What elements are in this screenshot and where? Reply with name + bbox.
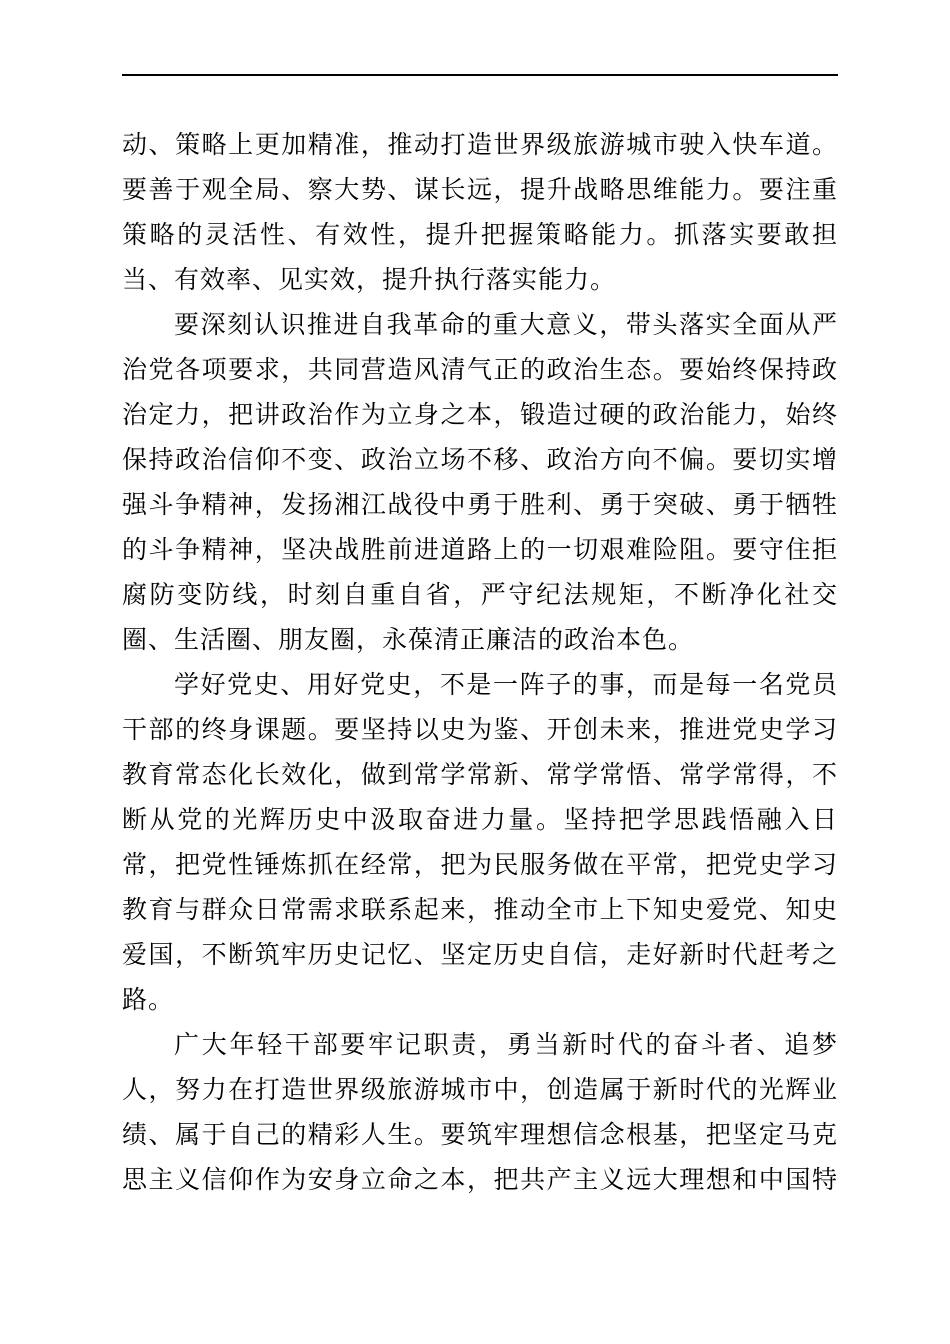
text-line: 策略的灵活性、有效性，提升把握策略能力。抓落实要敢担: [122, 220, 838, 249]
text-line: 圈、生活圈、朋友圈，永葆清正廉洁的政治本色。: [122, 625, 695, 654]
text-line: 治党各项要求，共同营造风清气正的政治生态。要始终保持政: [122, 355, 838, 384]
text-line: 人，努力在打造世界级旅游城市中，创造属于新时代的光辉业: [122, 1075, 838, 1104]
text-line: 教育与群众日常需求联系起来，推动全市上下知史爱党、知史: [122, 895, 838, 924]
document-body: [122, 122, 838, 1202]
text-line: 治定力，把讲政治作为立身之本，锻造过硬的政治能力，始终: [122, 400, 838, 429]
text-line: 路。: [122, 985, 175, 1014]
paragraph-first-line: 学好党史、用好党史，不是一阵子的事，而是每一名党员: [174, 670, 838, 699]
paragraph-first-line: 要深刻认识推进自我革命的重大意义，带头落实全面从严: [174, 310, 838, 339]
text-line: 要善于观全局、察大势、谋长远，提升战略思维能力。要注重: [122, 175, 838, 204]
text-line: 保持政治信仰不变、政治立场不移、政治方向不偏。要切实增: [122, 445, 838, 474]
text-line: 当、有效率、见实效，提升执行落实能力。: [122, 265, 617, 294]
text-line: 动、策略上更加精准，推动打造世界级旅游城市驶入快车道。: [122, 130, 838, 159]
text-line: 干部的终身课题。要坚持以史为鉴、开创未来，推进党史学习: [122, 715, 838, 744]
text-line: 强斗争精神，发扬湘江战役中勇于胜利、勇于突破、勇于牺牲: [122, 490, 838, 519]
text-line: 思主义信仰作为安身立命之本，把共产主义远大理想和中国特: [122, 1165, 838, 1194]
text-line: 教育常态化长效化，做到常学常新、常学常悟、常学常得，不: [122, 760, 838, 789]
text-line: 爱国，不断筑牢历史记忆、坚定历史自信，走好新时代赶考之: [122, 940, 838, 969]
text-line: 常，把党性锤炼抓在经常，把为民服务做在平常，把党史学习: [122, 850, 838, 879]
text-line: 断从党的光辉历史中汲取奋进力量。坚持把学思践悟融入日: [122, 805, 838, 834]
header-rule: [122, 74, 838, 76]
text-line: 的斗争精神，坚决战胜前进道路上的一切艰难险阻。要守住拒: [122, 535, 838, 564]
paragraph-first-line: 广大年轻干部要牢记职责，勇当新时代的奋斗者、追梦: [174, 1030, 838, 1059]
text-line: 腐防变防线，时刻自重自省，严守纪法规矩，不断净化社交: [122, 580, 838, 609]
text-line: 绩、属于自己的精彩人生。要筑牢理想信念根基，把坚定马克: [122, 1120, 838, 1149]
